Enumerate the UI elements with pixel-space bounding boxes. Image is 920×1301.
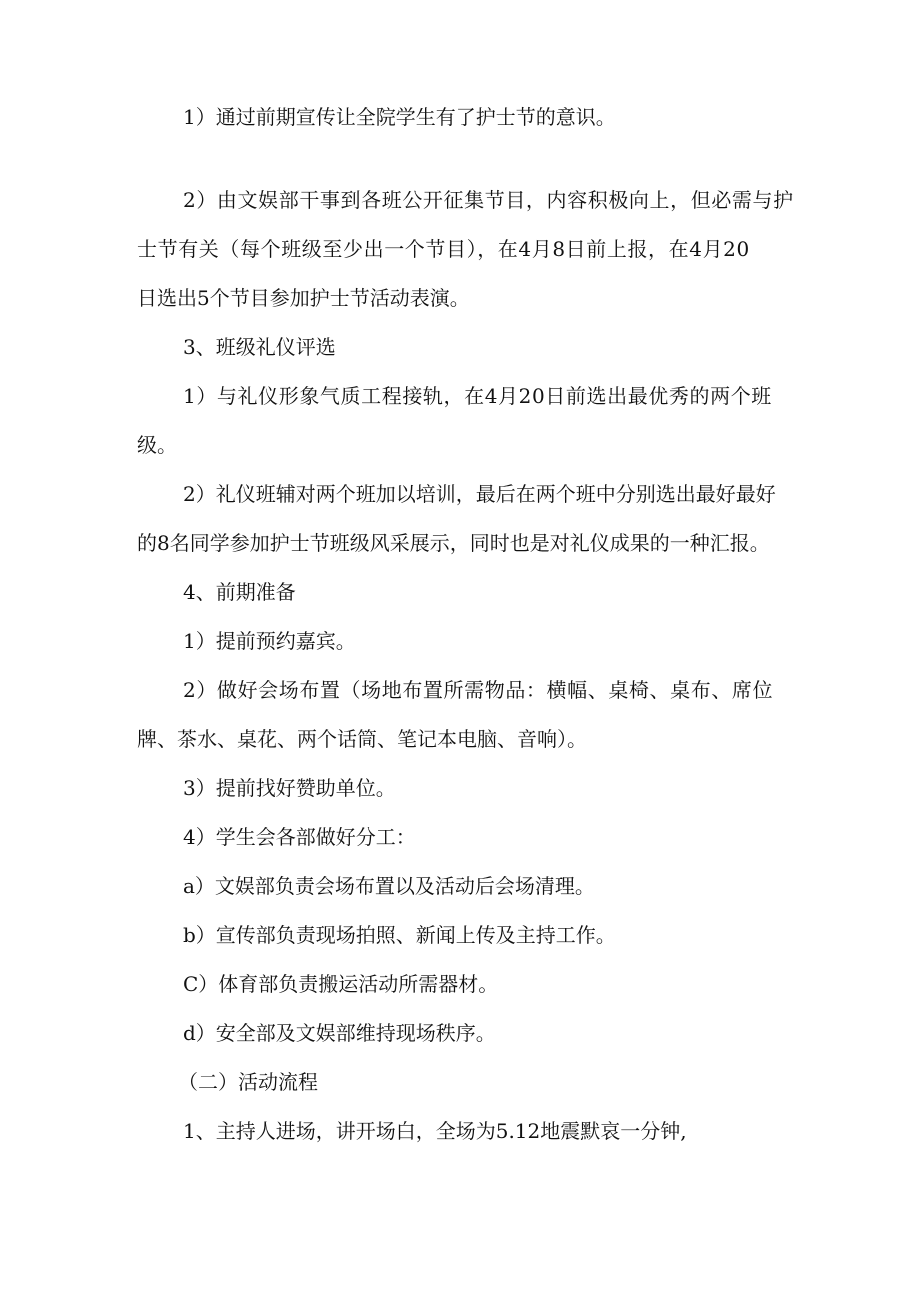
paragraph-line: 的8名同学参加护士节班级风采展示，同时也是对礼仪成果的一种汇报。 xyxy=(137,531,770,555)
list-item: d）安全部及文娱部维持现场秩序。 xyxy=(183,1021,496,1045)
paragraph-line: 1）通过前期宣传让全院学生有了护士节的意识。 xyxy=(183,105,616,129)
paragraph-line: 日选出5个节目参加护士节活动表演。 xyxy=(137,286,470,310)
section-heading: 4、前期准备 xyxy=(183,580,296,604)
paragraph-line: 1）提前预约嘉宾。 xyxy=(183,629,356,653)
paragraph-line: 2）礼仪班辅对两个班加以培训，最后在两个班中分别选出最好最好 xyxy=(183,482,776,506)
section-heading: （二）活动流程 xyxy=(178,1070,318,1094)
paragraph-line: 3）提前找好赞助单位。 xyxy=(183,776,396,800)
list-item: C）体育部负责搬运活动所需器材。 xyxy=(183,972,499,996)
paragraph-line: 级。 xyxy=(137,433,177,457)
paragraph-line: 牌、茶水、桌花、两个话筒、笔记本电脑、音响）。 xyxy=(137,727,587,751)
list-item: b）宣传部负责现场拍照、新闻上传及主持工作。 xyxy=(183,923,616,947)
paragraph-line: 1、主持人进场，讲开场白，全场为5.12地震默哀一分钟, xyxy=(183,1119,687,1143)
paragraph-line: 2）由文娱部干事到各班公开征集节目，内容积极向上，但必需与护 xyxy=(183,188,794,212)
paragraph-line: 士节有关（每个班级至少出一个节目），在4月8日前上报，在4月20 xyxy=(137,237,750,261)
paragraph-line: 2）做好会场布置（场地布置所需物品：横幅、桌椅、桌布、席位 xyxy=(183,678,774,702)
paragraph-line: 4）学生会各部做好分工： xyxy=(183,825,416,849)
section-heading: 3、班级礼仪评选 xyxy=(183,335,336,359)
list-item: a）文娱部负责会场布置以及活动后会场清理。 xyxy=(183,874,595,898)
paragraph-line: 1）与礼仪形象气质工程接轨，在4月20日前选出最优秀的两个班 xyxy=(183,384,772,408)
